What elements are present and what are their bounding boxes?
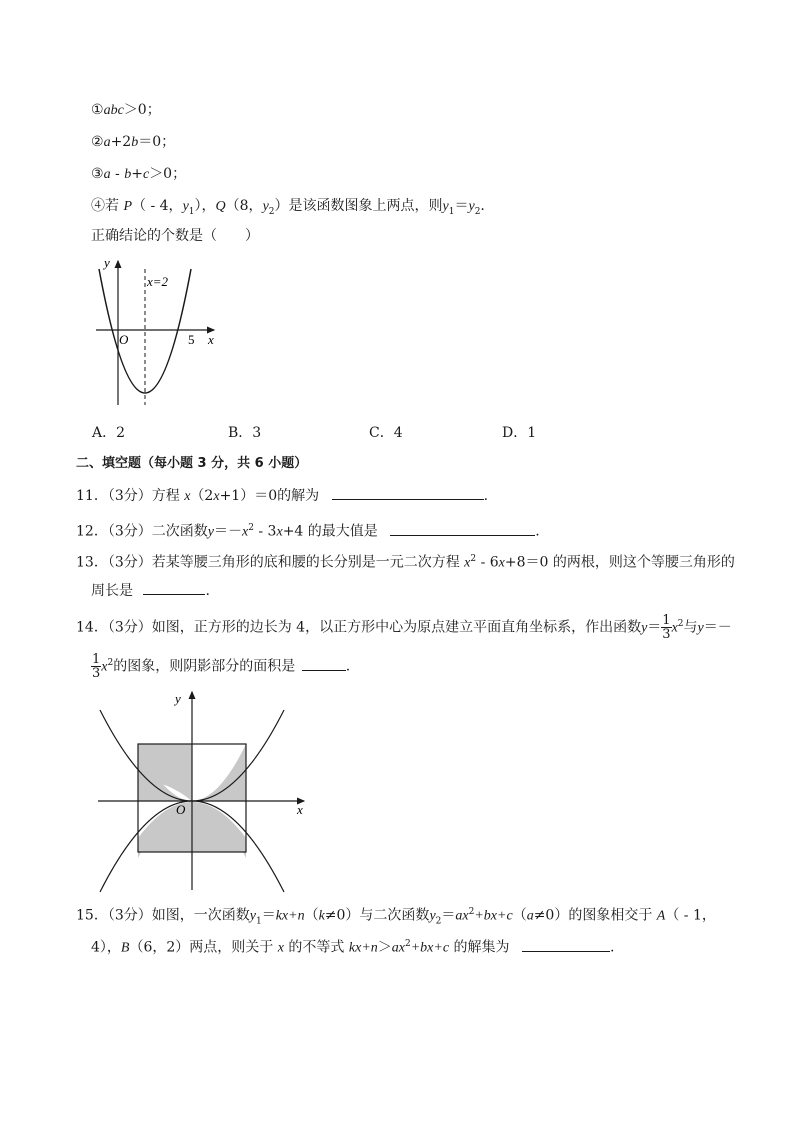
math-relation: ＞0； (123, 102, 161, 118)
answer-blank[interactable] (302, 656, 346, 671)
statement-1 (91, 100, 161, 121)
math-term: kx (348, 940, 362, 956)
text: 4）， (91, 939, 121, 956)
math-term: a (526, 908, 534, 924)
superscript: 2 (677, 619, 684, 629)
text: 二次函数 (151, 523, 208, 540)
question-prompt: 正确结论的个数是（ ） (91, 228, 259, 244)
text: 14．（3分）如图，正方形的边长为 4，以正方形中心为原点建立平面直角坐标系，作出函数 (76, 619, 642, 636)
answer-blank[interactable] (143, 580, 205, 595)
superscript: 2 (468, 907, 475, 917)
point-label: Q (215, 199, 226, 214)
math-term: +c (433, 940, 450, 956)
tick-5-label: 5 (188, 332, 195, 347)
math-term: kx (275, 908, 289, 924)
math-term: x (277, 940, 284, 956)
symmetry-axis-label: x=2 (147, 274, 169, 289)
section-title: 二、填空题（每小题 3 分，共 6 小题） (76, 456, 308, 471)
question-14-line-1 (76, 614, 732, 641)
text: （8， (225, 198, 263, 214)
text: ）， (194, 198, 216, 214)
math-relation: ＞ (377, 939, 392, 956)
math-term: abc (103, 103, 124, 118)
math-term: +n (361, 940, 378, 956)
math-term: a (103, 135, 111, 150)
origin-label: O (119, 332, 129, 347)
math-term: x (464, 555, 471, 571)
subscript: 2 (268, 206, 275, 217)
option-a[interactable]: A．2 (92, 425, 126, 441)
math-term: x (101, 659, 108, 675)
math-term: b (124, 167, 132, 182)
text: +4 的最大值是 (282, 523, 378, 540)
math-term: +bx (474, 908, 498, 924)
text: （6，2）两点，则关于 (129, 939, 278, 956)
math-relation: ＝－ (213, 523, 242, 540)
text: 若 (105, 198, 124, 214)
math-term: y (182, 199, 189, 214)
text: （2 (190, 488, 214, 504)
subscript: 1 (188, 206, 195, 217)
origin-label: O (176, 802, 186, 817)
fraction (661, 614, 671, 641)
math-term: ax (455, 908, 469, 924)
point-label: A (656, 908, 666, 924)
text: ≠0）的图象相交于 (533, 907, 657, 924)
math-term: y (442, 199, 449, 214)
math-term: k (318, 908, 325, 924)
text: 的不等式 (283, 939, 349, 956)
text: . (205, 583, 210, 599)
math-term: ax (391, 940, 405, 956)
y-axis-label: y (175, 691, 181, 706)
question-13-line-1 (76, 549, 735, 574)
question-number: 11． (76, 488, 108, 504)
y-axis-label: y (104, 255, 110, 270)
math-term: y (262, 199, 269, 214)
question-15-line-2 (91, 934, 614, 959)
text: 周长是 (91, 583, 133, 599)
fraction-numerator: 1 (662, 613, 671, 629)
square-parabola-graph (92, 688, 317, 893)
question-11 (76, 485, 488, 507)
math-relation: ＝ (261, 907, 276, 924)
math-relation: ＝－ (703, 619, 732, 636)
fraction (91, 653, 101, 680)
option-b[interactable]: B．3 (228, 425, 262, 441)
text: +8＝0 的两根，则这个等腰三角形的 (504, 554, 735, 571)
math-term: y (468, 199, 475, 214)
math-term: +c (497, 908, 513, 924)
math-relation: ＝ (441, 907, 456, 924)
math-relation: ＝ (454, 198, 469, 214)
text: 方程 (151, 488, 185, 504)
subscript: 1 (448, 206, 455, 217)
math-term: x (498, 555, 505, 571)
question-14-line-2 (91, 653, 350, 680)
text: 的解集为 (449, 939, 510, 956)
math-term: +n (288, 908, 305, 924)
text: 与 (683, 619, 698, 636)
statement-3 (91, 164, 186, 185)
text: 13．（3分）若某等腰三角形的底和腰的长分别是一元二次方程 (76, 554, 465, 571)
statement-2 (91, 132, 175, 153)
text: ）是该函数图象上两点，则 (274, 198, 443, 214)
math-term: y (249, 908, 256, 924)
math-term: c (142, 167, 150, 182)
question-number: 12． (76, 523, 108, 540)
math-term: x (184, 489, 191, 504)
math-relation: ＞0； (149, 166, 187, 182)
fraction-numerator: 1 (92, 652, 101, 668)
text: ≠0）与二次函数 (324, 907, 430, 924)
statement-number: ③ (91, 166, 104, 182)
text: . (609, 939, 615, 956)
statement-number: ② (91, 134, 104, 150)
question-13-line-2 (91, 580, 210, 601)
point-label: B (120, 940, 130, 956)
math-term: x (276, 524, 283, 540)
x-axis-label: x (208, 332, 214, 347)
fraction-denominator: 3 (662, 627, 671, 643)
score: （3分） (107, 523, 152, 540)
answer-blank[interactable] (332, 485, 484, 500)
text: （ - 4， (132, 198, 183, 214)
math-term: a (103, 167, 111, 182)
statement-4 (91, 196, 485, 222)
subscript: 2 (474, 206, 481, 217)
math-term: x (671, 620, 678, 636)
math-term: b (131, 135, 139, 150)
fraction-denominator: 3 (92, 666, 101, 682)
math-term: +bx (410, 940, 434, 956)
superscript: 2 (107, 658, 114, 668)
superscript: 2 (404, 939, 411, 949)
statement-number: ④ (91, 198, 105, 214)
question-12 (76, 518, 540, 543)
math-term: y (429, 908, 436, 924)
option-c[interactable]: C．4 (369, 425, 403, 441)
text: +1）＝0的解为 (219, 488, 320, 504)
math-operator: - (110, 166, 125, 182)
text: . (480, 198, 485, 214)
answer-blank[interactable] (390, 521, 535, 536)
option-d[interactable]: D．1 (502, 425, 537, 441)
superscript: 2 (248, 523, 254, 533)
text: . (345, 658, 351, 675)
math-term: x (213, 489, 220, 504)
math-operator: +2 (110, 134, 132, 150)
parabola-graph (90, 255, 230, 415)
subscript: 1 (255, 916, 262, 927)
text: （ (304, 907, 319, 924)
math-relation: ＝0； (138, 134, 176, 150)
text: 的图象，则阴影部分的面积是 (113, 658, 296, 675)
text: （ (512, 907, 527, 924)
statement-number: ① (91, 102, 104, 118)
superscript: 2 (470, 554, 477, 564)
math-term: y (207, 524, 214, 540)
math-term: y (641, 620, 648, 636)
text: - 3 (253, 523, 277, 540)
math-term: x (241, 524, 249, 540)
point-label: P (123, 199, 133, 214)
subscript: 2 (435, 916, 442, 927)
score: （3分） (107, 488, 152, 504)
math-operator: + (131, 166, 143, 182)
text: - 6 (476, 554, 499, 571)
text: 15．（3分）如图，一次函数 (76, 907, 250, 924)
math-relation: ＝ (647, 619, 662, 636)
math-term: y (697, 620, 704, 636)
answer-blank[interactable] (522, 937, 610, 952)
question-15-line-1 (76, 902, 716, 931)
x-axis-label: x (297, 802, 303, 817)
text: . (483, 488, 489, 504)
text: . (535, 523, 540, 540)
text: （ - 1， (665, 907, 716, 924)
